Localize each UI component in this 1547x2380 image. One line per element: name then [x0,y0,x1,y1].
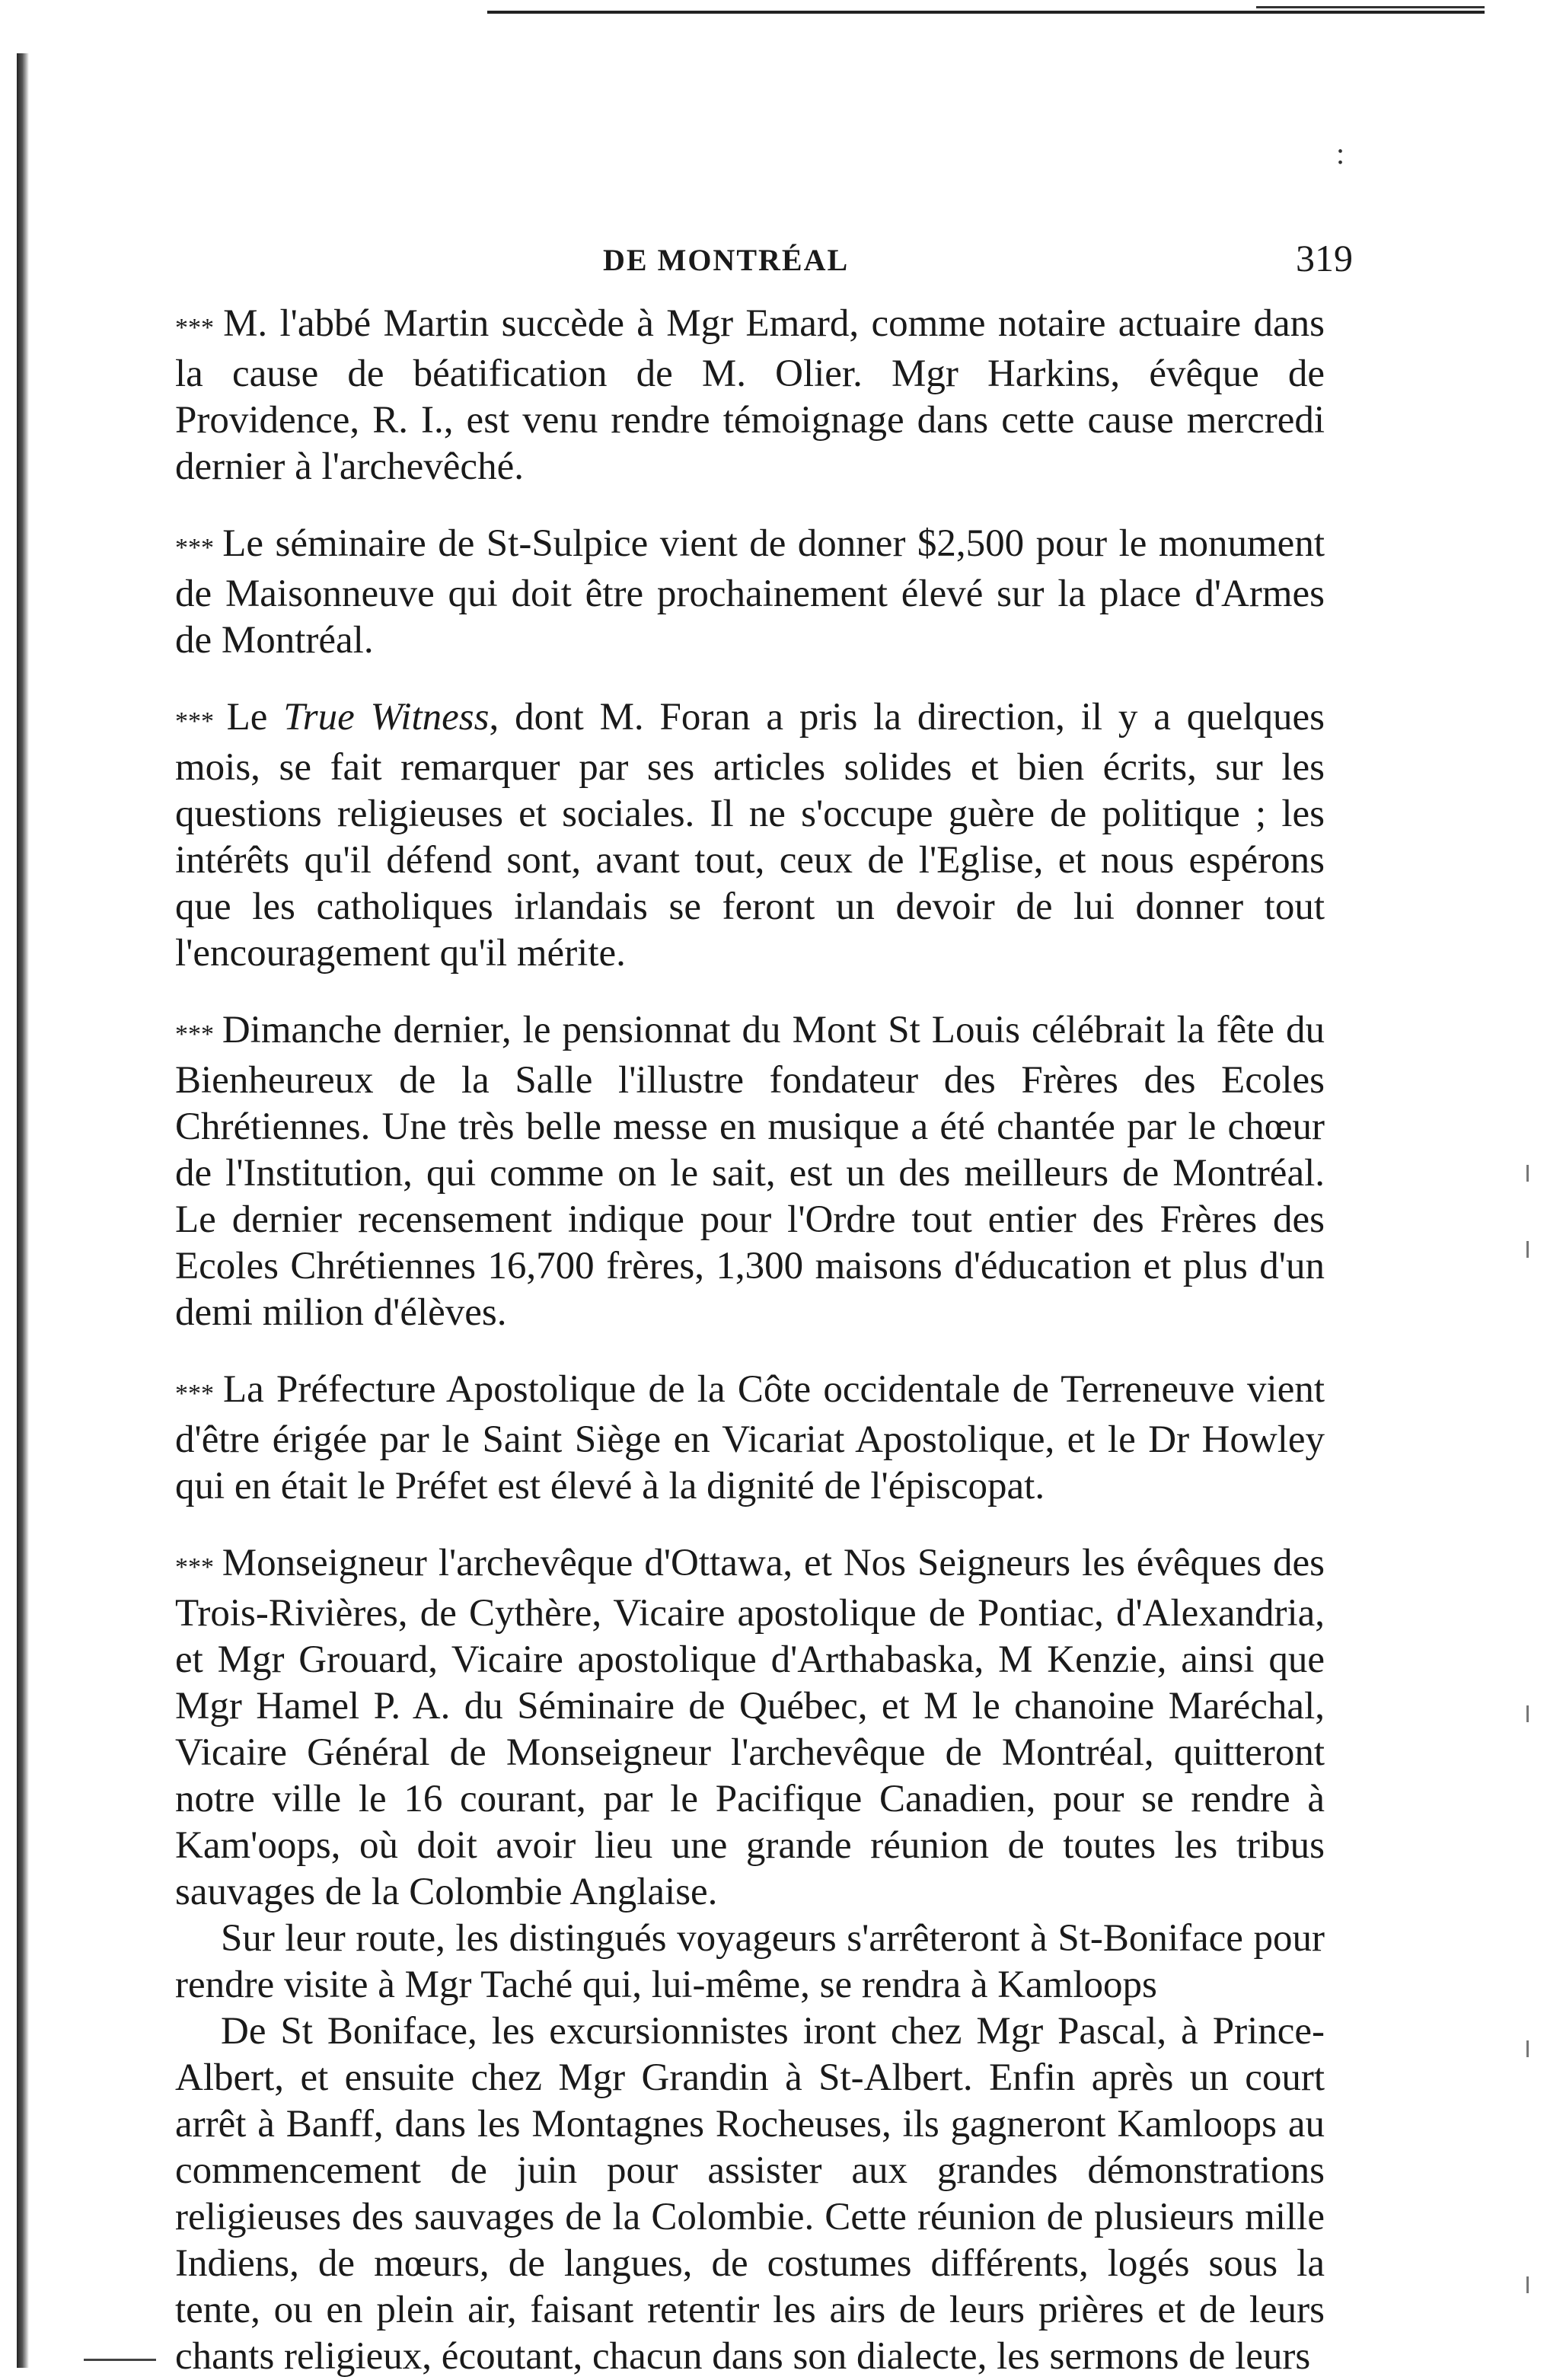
news-paragraph [175,1367,1325,1510]
news-paragraph [175,2008,1325,2380]
asterism-mark: *** [175,314,224,342]
news-paragraph [175,1540,1325,1916]
paragraph-text: M. l'abbé Martin succède à Mgr Emard, comme notaire actuaire dans la cause de béatification de M. Olier. Mgr Harkins, évêque de Providence, R. I., est venu rendre témoignage dans cette cause mercredi dernier à l'archevêché. [175,302,1325,488]
paragraph-text: La Préfecture Apostolique de la Côte occidentale de Terreneuve vient d'être érigée par le Saint Siège en Vicariat Apostolique, et le Dr Howley qui en était le Préfet est élevé à la dignité de l'épiscopat. [175,1368,1325,1507]
paragraph-text: Sur leur route, les distingués voyageurs s'arrêteront à St-Boniface pour rendre visite à Mgr Taché qui, lui-même, se rendra à Kamloops [175,1917,1325,2006]
news-paragraph [175,1007,1325,1336]
scan-speck [1526,2040,1529,2057]
page-number: 319 [1296,237,1353,279]
page-header [206,237,1353,288]
top-border-rule [1256,6,1485,8]
scan-speck [1526,1165,1529,1182]
asterism-mark: *** [175,534,223,562]
page-binding-edge [17,53,29,2368]
news-paragraph [175,1916,1325,2008]
scan-speck [1526,2276,1529,2293]
scan-speck: : [1336,136,1345,171]
news-paragraph [175,694,1325,977]
paragraph-text: , dont M. Foran a pris la direction, il y a quelques mois, se fait remarquer par ses articles solides et bien écrits, sur les questions religieuses et sociales. Il ne s'occupe guère de politique ; les intérêts qu'il défend sont, avant tout, ceux de l'Eglise, et nous espérons que les catholiques irlandais se feront un devoir de lui donner tout l'encouragement qu'il mérite. [175,696,1325,975]
article-body [175,301,1325,2380]
asterism-mark: *** [175,1020,222,1048]
newspaper-title: True Witness [283,696,490,739]
bottom-rule [84,2359,156,2361]
paragraph-text: De St Boniface, les excursionnistes iront chez Mgr Pascal, à Prince-Albert, et ensuite chez Mgr Grandin à St-Albert. Enfin après un court arrêt à Banff, dans les Montagnes Rocheuses, ils gagneront Kamloops au commencement de juin pour assister aux grandes démonstrations religieuses des sauvages de la Colombie. Cette réunion de plusieurs mille Indiens, de mœurs, de langues, de costumes différents, logés sous la tente, ou en plein air, faisant retentir les airs de leurs prières et de leurs chants religieux, écoutant, chacun dans son dialecte, les sermons de leurs [175,2010,1325,2378]
news-paragraph [175,301,1325,490]
running-title: DE MONTRÉAL [603,243,850,277]
asterism-mark: *** [175,1553,222,1581]
scan-speck [1526,1705,1529,1722]
asterism-mark: *** [175,707,227,735]
asterism-mark: *** [175,1380,223,1408]
paragraph-text: Monseigneur l'archevêque d'Ottawa, et Nos Seigneurs les évêques des Trois-Rivières, de Cythère, Vicaire apostolique de Pontiac, d'Alexandria, et Mgr Grouard, Vicaire apostolique d'Arthabaska, M Kenzie, ainsi que Mgr Hamel P. A. du Séminaire de Québec, et M le chanoine Maréchal, Vicaire Général de Monseigneur l'archevêque de Montréal, quitteront notre ville le 16 courant, par le Pacifique Canadien, pour se rendre à Kam'oops, où doit avoir lieu une grande réunion de toutes les tribus sauvages de la Colombie Anglaise. [175,1542,1325,1913]
scan-speck [1526,1241,1529,1258]
paragraph-text: Le séminaire de St-Sulpice vient de donner $2,500 pour le monument de Maisonneuve qui doit être prochainement élevé sur la place d'Armes de Montréal. [175,522,1325,662]
paragraph-text: Dimanche dernier, le pensionnat du Mont St Louis célébrait la fête du Bienheureux de la Salle l'illustre fondateur des Frères des Ecoles Chrétiennes. Une très belle messe en musique a été chantée par le chœur de l'Institution, qui comme on le sait, est un des meilleurs de Montréal. Le dernier recensement indique pour l'Ordre tout entier des Frères des Ecoles Chrétiennes 16,700 frères, 1,300 maisons d'éducation et plus d'un demi milion d'élèves. [175,1009,1325,1334]
paragraph-text: Le [226,696,284,739]
top-border-rule [487,11,1485,14]
news-paragraph [175,521,1325,664]
